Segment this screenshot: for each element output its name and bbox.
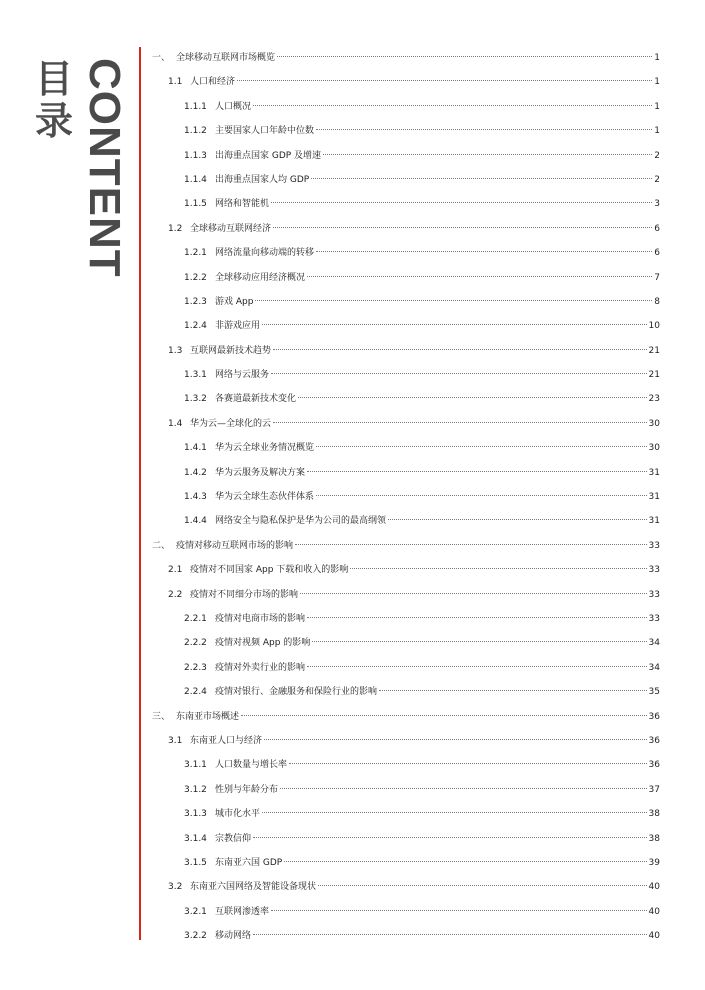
toc-dot-leader — [388, 519, 647, 520]
toc-entry-title[interactable]: 华为云全球生态伙伴体系 — [215, 492, 315, 503]
toc-entry-page-number[interactable]: 23 — [648, 394, 660, 405]
toc-entry-number: 3.2 — [168, 882, 183, 893]
toc-entry[interactable] — [152, 168, 660, 192]
accent-divider-line — [139, 47, 141, 940]
toc-entry[interactable] — [152, 900, 660, 924]
toc-entry-number: 三、 — [152, 711, 171, 722]
toc-entry-page-number[interactable]: 6 — [654, 223, 660, 234]
toc-dot-leader — [316, 495, 647, 496]
toc-entry-title[interactable]: 各赛道最新技术变化 — [215, 394, 297, 405]
toc-entry-number: 2.2.3 — [184, 662, 207, 673]
toc-dot-leader — [307, 276, 652, 277]
toc-dot-leader — [273, 227, 652, 228]
toc-dot-leader — [312, 641, 646, 642]
toc-entry[interactable] — [152, 607, 660, 631]
contents-title-english — [80, 58, 129, 290]
toc-entry[interactable] — [152, 436, 660, 460]
toc-entry-number: 1.2.1 — [184, 248, 207, 259]
toc-entry[interactable] — [152, 875, 660, 899]
table-of-contents — [152, 46, 660, 948]
toc-dot-leader — [264, 739, 647, 740]
toc-entry-number: 1.3 — [168, 345, 183, 356]
toc-entry-page-number[interactable]: 37 — [648, 784, 660, 795]
toc-entry-number: 3.1.1 — [184, 760, 207, 771]
toc-entry-number: 3.1 — [168, 735, 183, 746]
toc-entry-number: 1.4.4 — [184, 516, 207, 527]
toc-entry-title[interactable]: 东南亚六国 GDP — [215, 857, 283, 868]
toc-entry[interactable] — [152, 461, 660, 485]
toc-entry-title[interactable]: 非游戏应用 — [215, 321, 261, 332]
toc-dot-leader — [284, 861, 646, 862]
toc-dot-leader — [311, 178, 652, 179]
toc-entry[interactable] — [152, 583, 660, 607]
toc-dot-leader — [316, 129, 652, 130]
toc-entry-title[interactable]: 东南亚市场概述 — [176, 711, 240, 722]
contents-title-english-text: CONTENT — [80, 58, 129, 278]
toc-entry[interactable] — [152, 534, 660, 558]
toc-dot-leader — [277, 56, 652, 57]
toc-entry[interactable] — [152, 339, 660, 363]
toc-dot-leader — [280, 788, 647, 789]
toc-entry-title[interactable]: 疫情对视频 App 的影响 — [215, 638, 311, 649]
toc-entry-title[interactable]: 移动网络 — [215, 931, 252, 942]
toc-entry[interactable] — [152, 412, 660, 436]
toc-entry[interactable] — [152, 827, 660, 851]
toc-entry[interactable] — [152, 192, 660, 216]
toc-dot-leader — [273, 422, 647, 423]
toc-entry-number: 一、 — [152, 53, 171, 63]
toc-entry-number: 1.1.3 — [184, 150, 207, 161]
toc-entry-number: 1.2.3 — [184, 296, 207, 307]
toc-entry-page-number[interactable]: 2 — [654, 174, 660, 185]
toc-dot-leader — [273, 349, 647, 350]
toc-entry[interactable] — [152, 631, 660, 655]
toc-entry[interactable] — [152, 95, 660, 119]
toc-entry-title[interactable]: 华为云—全球化的云 — [190, 418, 272, 429]
toc-entry-number: 1.2 — [168, 223, 183, 234]
toc-entry-title[interactable]: 互联网最新技术趋势 — [190, 345, 272, 356]
toc-dot-leader — [289, 763, 647, 764]
toc-entry[interactable] — [152, 924, 660, 948]
toc-entry-title[interactable]: 东南亚人口与经济 — [190, 735, 263, 746]
toc-entry-title[interactable]: 人口数量与增长率 — [215, 760, 288, 771]
toc-dot-leader — [298, 397, 647, 398]
toc-entry-title[interactable]: 华为云全球业务情况概览 — [215, 443, 315, 454]
toc-entry[interactable] — [152, 314, 660, 338]
toc-entry-number: 二、 — [152, 540, 171, 551]
toc-entry-number: 2.2.4 — [184, 687, 207, 698]
toc-entry-title[interactable]: 东南亚六国网络及智能设备现状 — [190, 882, 317, 893]
toc-entry-title[interactable]: 疫情对电商市场的影响 — [215, 613, 306, 624]
toc-dot-leader — [271, 202, 652, 203]
toc-entry-title[interactable]: 疫情对外卖行业的影响 — [215, 662, 306, 673]
toc-entry[interactable] — [152, 387, 660, 411]
toc-entry-number: 1.4.2 — [184, 467, 207, 478]
toc-entry-page-number[interactable]: 21 — [648, 370, 660, 381]
toc-entry[interactable] — [152, 46, 660, 70]
toc-entry-title[interactable]: 游戏 App — [215, 296, 254, 307]
toc-entry-title[interactable]: 疫情对移动互联网市场的影响 — [176, 540, 294, 551]
toc-dot-leader — [253, 934, 647, 935]
toc-dot-leader — [241, 715, 647, 716]
toc-dot-leader — [323, 154, 652, 155]
toc-entry[interactable] — [152, 363, 660, 387]
toc-entry[interactable] — [152, 851, 660, 875]
toc-entry[interactable] — [152, 558, 660, 582]
toc-dot-leader — [307, 666, 647, 667]
toc-entry-title[interactable]: 疫情对不同细分市场的影响 — [190, 589, 299, 600]
toc-entry-page-number[interactable]: 33 — [648, 589, 660, 600]
toc-entry-page-number[interactable]: 33 — [648, 565, 660, 576]
toc-entry-number: 3.2.2 — [184, 931, 207, 942]
toc-entry-title[interactable]: 网络安全与隐私保护是华为公司的最高纲领 — [215, 516, 387, 527]
toc-entry-number: 1.4.3 — [184, 492, 207, 503]
toc-dot-leader — [307, 471, 647, 472]
toc-entry-page-number[interactable]: 1 — [654, 53, 660, 63]
toc-entry-title[interactable]: 人口概况 — [215, 101, 252, 112]
toc-entry-page-number[interactable]: 1 — [654, 77, 660, 88]
toc-dot-leader — [379, 690, 647, 691]
toc-entry-page-number[interactable]: 10 — [648, 321, 660, 332]
toc-entry-page-number[interactable]: 6 — [654, 248, 660, 259]
toc-entry-title[interactable]: 网络和智能机 — [215, 199, 270, 210]
toc-dot-leader — [316, 446, 647, 447]
toc-entry-page-number[interactable]: 33 — [648, 613, 660, 624]
toc-entry-title[interactable]: 人口和经济 — [190, 77, 236, 88]
toc-dot-leader — [300, 593, 647, 594]
toc-entry-number: 1.4 — [168, 418, 183, 429]
toc-entry-number: 3.1.4 — [184, 833, 207, 844]
toc-entry-page-number[interactable]: 30 — [648, 418, 660, 429]
toc-entry[interactable] — [152, 729, 660, 753]
toc-entry[interactable] — [152, 680, 660, 704]
toc-entry-title[interactable]: 宗教信仰 — [215, 833, 252, 844]
toc-dot-leader — [253, 105, 652, 106]
toc-entry-page-number[interactable]: 33 — [648, 540, 660, 551]
toc-dot-leader — [318, 885, 647, 886]
toc-dot-leader — [237, 80, 652, 81]
toc-dot-leader — [262, 812, 647, 813]
toc-dot-leader — [295, 544, 647, 545]
toc-dot-leader — [253, 837, 647, 838]
toc-entry[interactable] — [152, 119, 660, 143]
toc-entry-page-number[interactable]: 21 — [648, 345, 660, 356]
toc-dot-leader — [271, 373, 647, 374]
toc-entry-number: 2.2 — [168, 589, 183, 600]
toc-entry-page-number[interactable]: 35 — [648, 687, 660, 698]
toc-entry-page-number[interactable]: 40 — [648, 906, 660, 917]
toc-entry[interactable] — [152, 290, 660, 314]
toc-entry-number: 2.2.2 — [184, 638, 207, 649]
toc-entry[interactable] — [152, 778, 660, 802]
toc-entry-page-number[interactable]: 34 — [648, 638, 660, 649]
toc-entry-page-number[interactable]: 36 — [648, 760, 660, 771]
toc-entry-page-number[interactable]: 31 — [648, 516, 660, 527]
toc-entry-page-number[interactable]: 31 — [648, 492, 660, 503]
contents-title-chinese — [34, 58, 74, 142]
toc-entry[interactable] — [152, 485, 660, 509]
toc-entry-page-number[interactable]: 34 — [648, 662, 660, 673]
toc-entry-number: 1.1.5 — [184, 199, 207, 210]
toc-entry-page-number[interactable]: 31 — [648, 467, 660, 478]
toc-entry[interactable] — [152, 753, 660, 777]
toc-entry-number: 3.2.1 — [184, 906, 207, 917]
toc-entry-page-number[interactable]: 38 — [648, 809, 660, 820]
toc-dot-leader — [262, 324, 647, 325]
toc-entry-number: 2.1 — [168, 565, 183, 576]
toc-entry-page-number[interactable]: 36 — [648, 711, 660, 722]
toc-entry-number: 3.1.5 — [184, 857, 207, 868]
toc-entry-title[interactable]: 华为云服务及解决方案 — [215, 467, 306, 478]
toc-entry-number: 1.3.2 — [184, 394, 207, 405]
toc-entry[interactable] — [152, 217, 660, 241]
toc-dot-leader — [271, 910, 647, 911]
contents-title-char-2: 录 — [34, 99, 73, 143]
toc-entry-title[interactable]: 互联网渗透率 — [215, 906, 270, 917]
toc-entry-page-number[interactable]: 39 — [648, 857, 660, 868]
toc-entry[interactable] — [152, 70, 660, 94]
toc-entry[interactable] — [152, 144, 660, 168]
toc-entry-number: 3.1.2 — [184, 784, 207, 795]
toc-entry-title[interactable]: 性别与年龄分布 — [215, 784, 279, 795]
toc-entry-number: 1.1.2 — [184, 126, 207, 137]
toc-dot-leader — [255, 300, 652, 301]
contents-title-char-1: 目 — [34, 57, 73, 101]
toc-entry-page-number[interactable]: 7 — [654, 272, 660, 283]
toc-entry[interactable] — [152, 266, 660, 290]
toc-entry-number: 1.2.4 — [184, 321, 207, 332]
toc-entry-page-number[interactable]: 8 — [654, 296, 660, 307]
toc-entry[interactable] — [152, 705, 660, 729]
toc-entry[interactable] — [152, 656, 660, 680]
toc-entry-title[interactable]: 出海重点国家 GDP 及增速 — [215, 150, 322, 161]
toc-entry-page-number[interactable]: 1 — [654, 126, 660, 137]
toc-entry-number: 1.3.1 — [184, 370, 207, 381]
toc-entry-page-number[interactable]: 3 — [654, 199, 660, 210]
toc-entry-title[interactable]: 主要国家人口年龄中位数 — [215, 126, 315, 137]
toc-entry-page-number[interactable]: 30 — [648, 443, 660, 454]
toc-entry-page-number[interactable]: 38 — [648, 833, 660, 844]
toc-entry-page-number[interactable]: 40 — [648, 931, 660, 942]
toc-entry[interactable] — [152, 509, 660, 533]
toc-dot-leader — [350, 568, 646, 569]
toc-dot-leader — [307, 617, 647, 618]
toc-entry-number: 1.1.1 — [184, 101, 207, 112]
toc-entry-number: 2.2.1 — [184, 613, 207, 624]
toc-entry-title[interactable]: 疫情对不同国家 App 下载和收入的影响 — [190, 565, 349, 576]
toc-entry-title[interactable]: 疫情对银行、金融服务和保险行业的影响 — [215, 687, 378, 698]
toc-entry-number: 3.1.3 — [184, 809, 207, 820]
toc-entry-title[interactable]: 出海重点国家人均 GDP — [215, 174, 310, 185]
toc-entry-number: 1.1 — [168, 77, 183, 88]
toc-entry-title[interactable]: 网络与云服务 — [215, 370, 270, 381]
toc-entry-page-number[interactable]: 2 — [654, 150, 660, 161]
toc-entry-title[interactable]: 全球移动应用经济概况 — [215, 272, 306, 283]
toc-entry[interactable] — [152, 802, 660, 826]
toc-entry-title[interactable]: 城市化水平 — [215, 809, 261, 820]
toc-entry-page-number[interactable]: 40 — [648, 882, 660, 893]
toc-entry-number: 1.1.4 — [184, 174, 207, 185]
toc-entry-title[interactable]: 全球移动互联网市场概览 — [176, 53, 276, 63]
toc-entry-number: 1.4.1 — [184, 443, 207, 454]
toc-dot-leader — [316, 251, 652, 252]
toc-entry-title[interactable]: 网络流量向移动端的转移 — [215, 248, 315, 259]
toc-entry[interactable] — [152, 241, 660, 265]
toc-entry-number: 1.2.2 — [184, 272, 207, 283]
toc-entry-page-number[interactable]: 36 — [648, 735, 660, 746]
contents-side-title — [34, 50, 134, 290]
toc-entry-page-number[interactable]: 1 — [654, 101, 660, 112]
toc-entry-title[interactable]: 全球移动互联网经济 — [190, 223, 272, 234]
